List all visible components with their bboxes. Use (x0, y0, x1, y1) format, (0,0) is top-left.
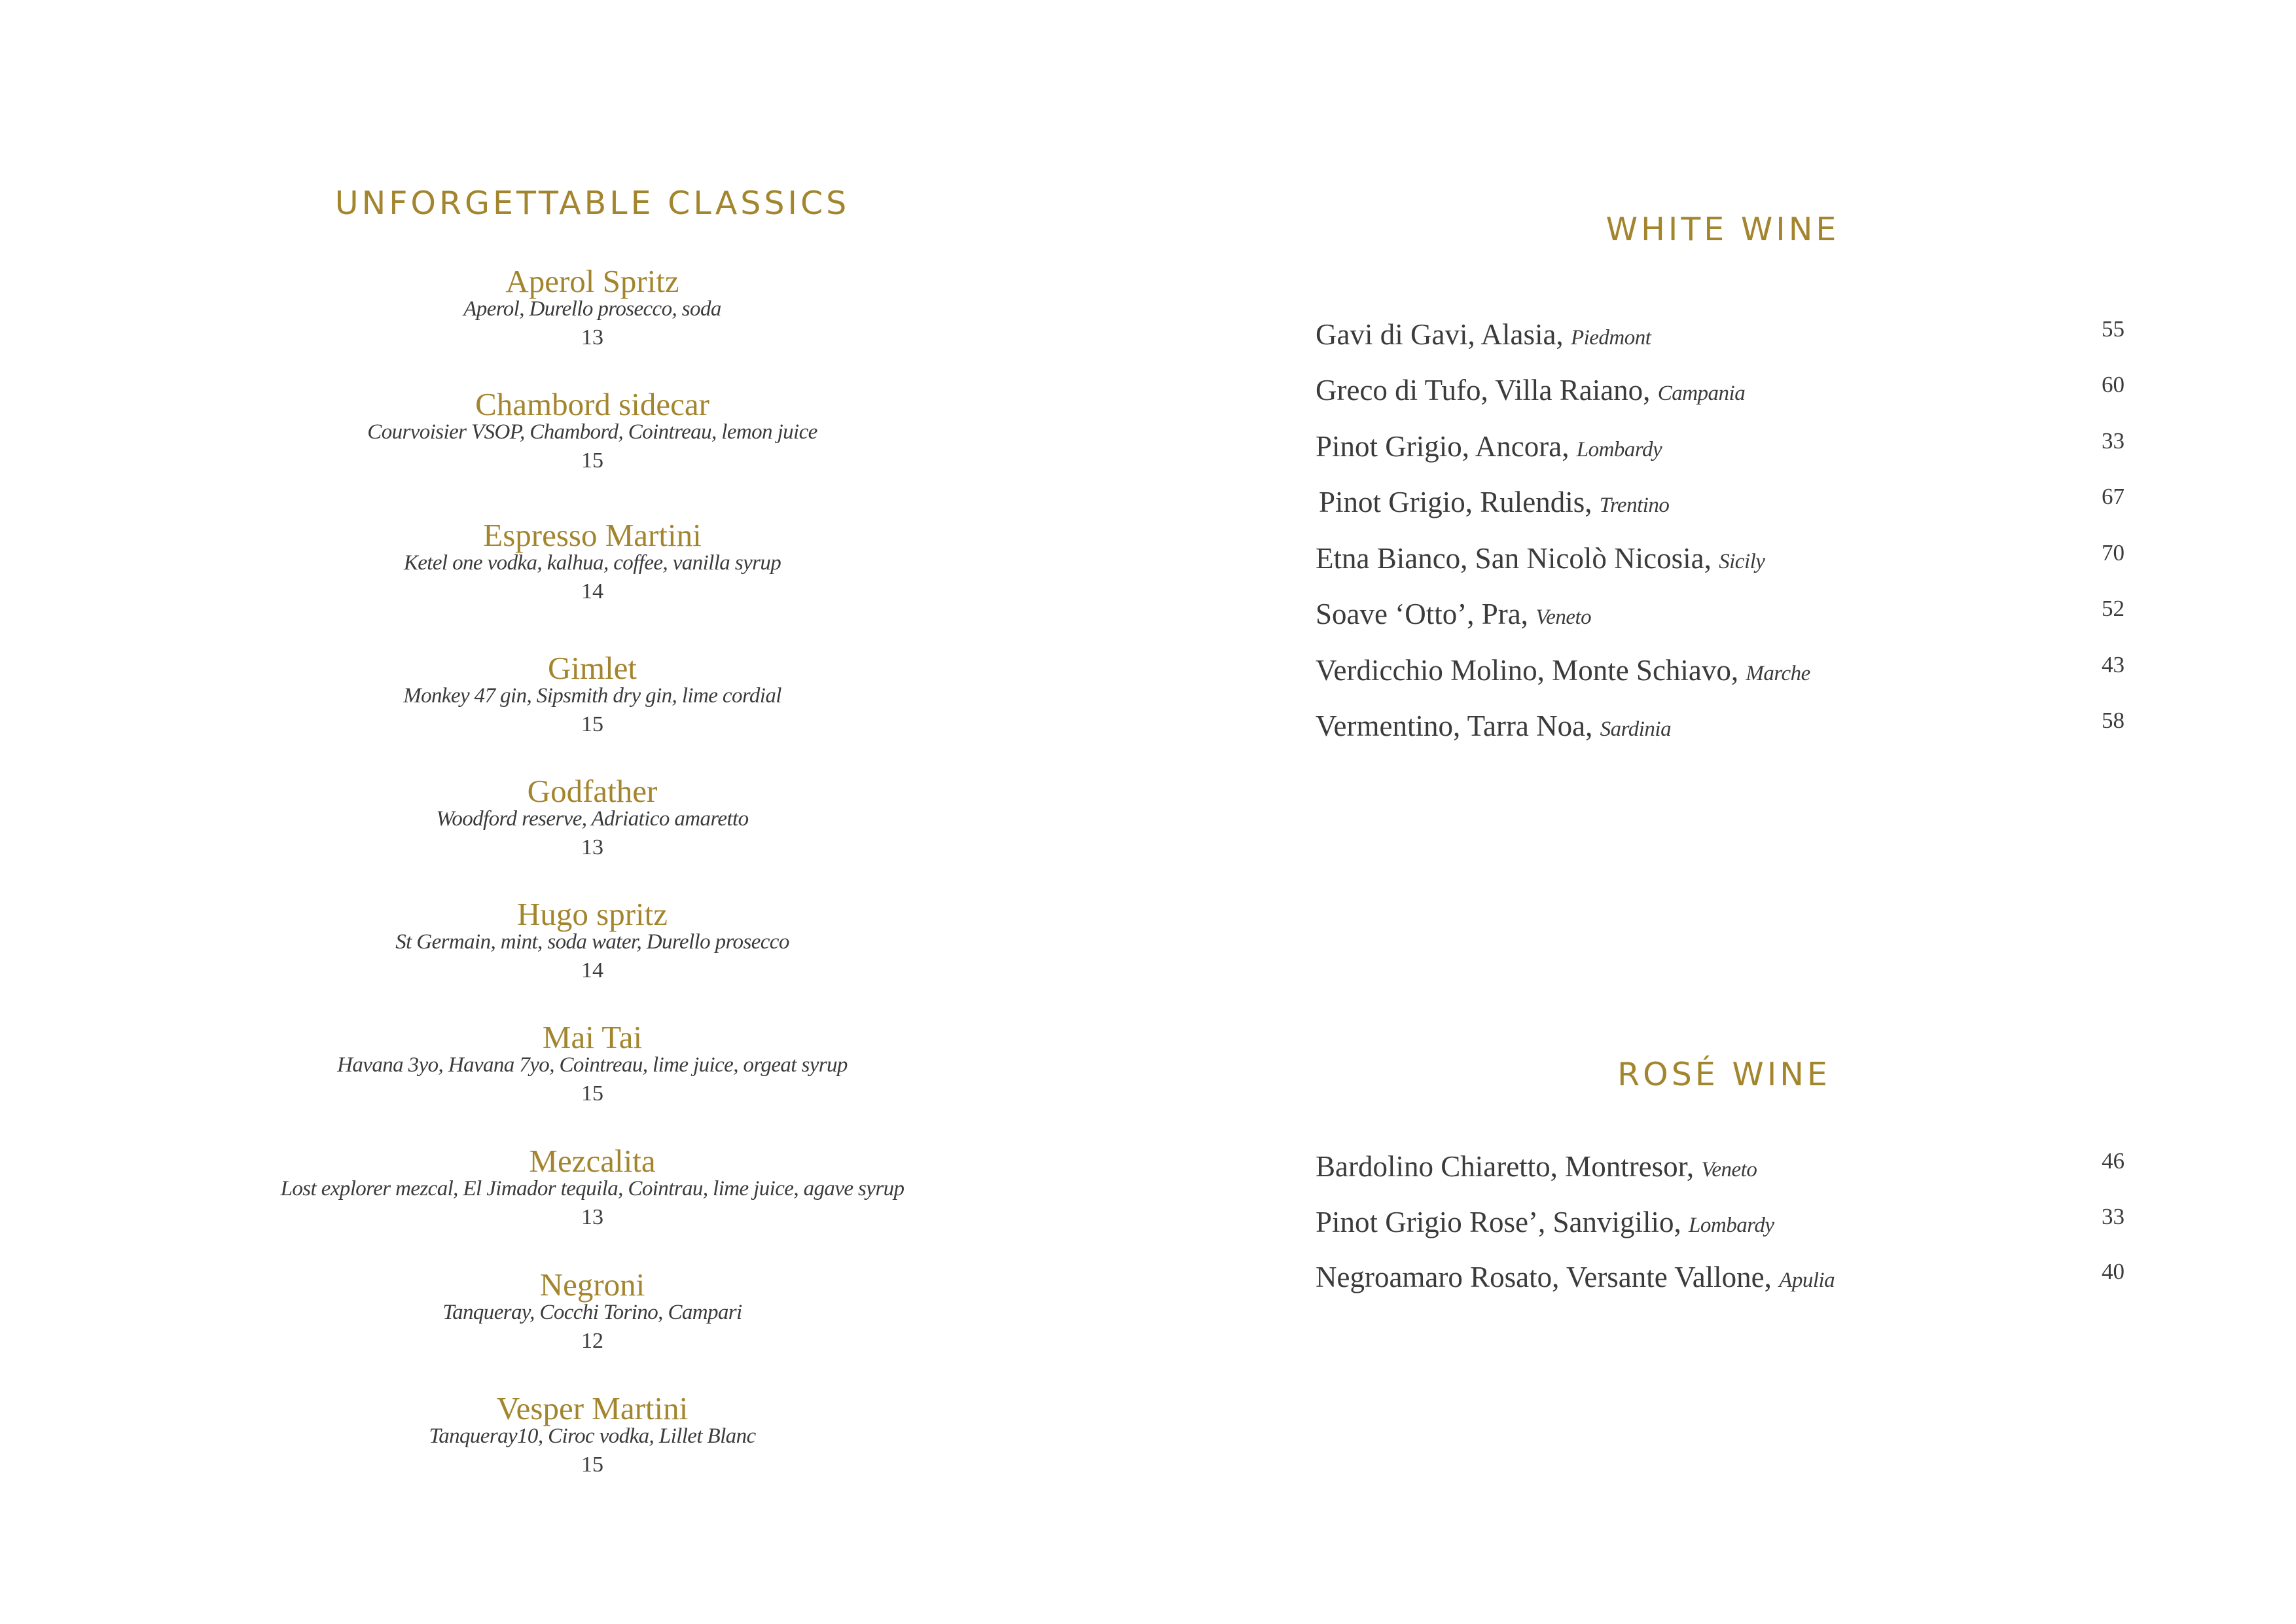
wine-label: Greco di Tufo, Villa Raiano, (1316, 374, 1658, 406)
wine-region: Veneto (1535, 605, 1592, 629)
cocktail-name: Mai Tai (542, 1019, 643, 1055)
wine-price: 58 (2102, 708, 2125, 733)
wine-price: 67 (2102, 484, 2125, 509)
cocktail-ingredients: St Germain, mint, soda water, Durello prosecco (395, 930, 789, 954)
cocktail-ingredients: Tanqueray10, Ciroc vodka, Lillet Blanc (429, 1424, 756, 1448)
wine-row (1316, 1148, 2125, 1191)
wine-region: Trentino (1599, 494, 1670, 517)
cocktail-price: 12 (581, 1329, 603, 1353)
wine-name (1316, 1152, 1757, 1182)
cocktail-ingredients: Aperol, Durello prosecco, soda (463, 297, 721, 321)
wine-price: 33 (2102, 1204, 2125, 1229)
cocktail-price: 14 (581, 958, 603, 983)
wine-region: Lombardy (1689, 1214, 1774, 1237)
wine-row (1316, 540, 2125, 583)
wine-price: 46 (2102, 1148, 2125, 1174)
cocktail-ingredients: Ketel one vodka, kalhua, coffee, vanilla syrup (403, 551, 781, 575)
cocktail-name: Mezcalita (529, 1143, 656, 1179)
wine-row (1316, 596, 2125, 639)
wine-row (1316, 316, 2125, 359)
wine-label: Pinot Grigio, Rulendis, (1319, 486, 1600, 518)
wine-label: Vermentino, Tarra Noa, (1316, 710, 1600, 742)
wine-name (1316, 544, 1765, 573)
white-wine-heading: WHITE WINE (1605, 211, 1840, 248)
cocktail-price: 13 (581, 1205, 603, 1229)
cocktail-ingredients: Lost explorer mezcal, El Jimador tequila, Cointrau, lime juice, agave syrup (280, 1177, 905, 1200)
cocktail-name: Gimlet (547, 650, 637, 686)
cocktail-ingredients: Monkey 47 gin, Sipsmith dry gin, lime cordial (403, 684, 781, 708)
wine-price: 60 (2102, 372, 2125, 397)
wine-name (1319, 488, 1669, 517)
rose-wine-heading: ROSÉ WINE (1617, 1056, 1831, 1093)
cocktail-name: Hugo spritz (517, 896, 668, 932)
cocktail-price: 15 (581, 712, 603, 736)
wine-region: Apulia (1779, 1269, 1835, 1292)
cocktail-name: Espresso Martini (483, 517, 702, 553)
wine-name (1316, 1263, 1835, 1292)
wine-label: Soave ‘Otto’, Pra, (1316, 598, 1536, 630)
cocktail-ingredients: Courvoisier VSOP, Chambord, Cointreau, lemon juice (367, 420, 817, 444)
wine-name (1316, 432, 1662, 461)
cocktail-price: 13 (581, 325, 603, 350)
wine-price: 70 (2102, 540, 2125, 566)
wine-region: Veneto (1701, 1158, 1757, 1182)
wine-label: Verdicchio Molino, Monte Schiavo, (1316, 654, 1746, 687)
wine-label: Bardolino Chiaretto, Montresor, (1316, 1150, 1702, 1183)
wine-name (1316, 376, 1745, 405)
cocktail-name: Godfather (527, 773, 658, 809)
wine-name (1316, 1208, 1774, 1237)
wine-price: 55 (2102, 316, 2125, 342)
cocktail-price: 13 (581, 835, 603, 859)
wine-region: Marche (1746, 662, 1810, 685)
cocktail-ingredients: Woodford reserve, Adriatico amaretto (436, 807, 749, 831)
cocktail-name: Vesper Martini (496, 1390, 689, 1426)
wine-price: 40 (2102, 1259, 2125, 1284)
cocktail-ingredients: Tanqueray, Cocchi Torino, Campari (442, 1301, 742, 1324)
wine-region: Sicily (1719, 550, 1765, 573)
wine-label: Pinot Grigio Rose’, Sanvigilio, (1316, 1206, 1689, 1238)
wine-region: Campania (1657, 382, 1746, 405)
cocktail-name: Aperol Spritz (505, 263, 679, 299)
cocktail-name: Chambord sidecar (475, 386, 709, 422)
wine-label: Gavi di Gavi, Alasia, (1316, 318, 1571, 351)
cocktail-price: 15 (581, 1081, 603, 1106)
wine-row (1316, 428, 2125, 471)
cocktail-price: 15 (581, 1453, 603, 1477)
wine-price: 52 (2102, 596, 2125, 621)
cocktail-ingredients: Havana 3yo, Havana 7yo, Cointreau, lime juice, orgeat syrup (337, 1053, 848, 1077)
wine-name (1316, 712, 1671, 741)
cocktail-price: 14 (581, 579, 603, 604)
wine-row (1316, 484, 2125, 527)
wine-row (1316, 652, 2125, 695)
wine-label: Negroamaro Rosato, Versante Vallone, (1316, 1261, 1780, 1293)
wine-row (1316, 1259, 2125, 1302)
wine-region: Sardinia (1600, 717, 1672, 741)
wine-row (1316, 1204, 2125, 1247)
wine-price: 33 (2102, 428, 2125, 454)
cocktails-heading: UNFORGETTABLE CLASSICS (334, 185, 850, 222)
wine-row (1316, 708, 2125, 751)
wine-price: 43 (2102, 652, 2125, 677)
wine-label: Pinot Grigio, Ancora, (1316, 430, 1577, 463)
wine-name (1316, 656, 1810, 685)
wine-row (1316, 372, 2125, 415)
wine-label: Etna Bianco, San Nicolò Nicosia, (1316, 542, 1719, 575)
wine-region: Piedmont (1570, 326, 1651, 350)
wine-name (1316, 320, 1651, 350)
wine-region: Lombardy (1576, 438, 1662, 461)
wine-name (1316, 600, 1591, 629)
cocktail-name: Negroni (539, 1267, 645, 1303)
cocktail-price: 15 (581, 448, 603, 473)
